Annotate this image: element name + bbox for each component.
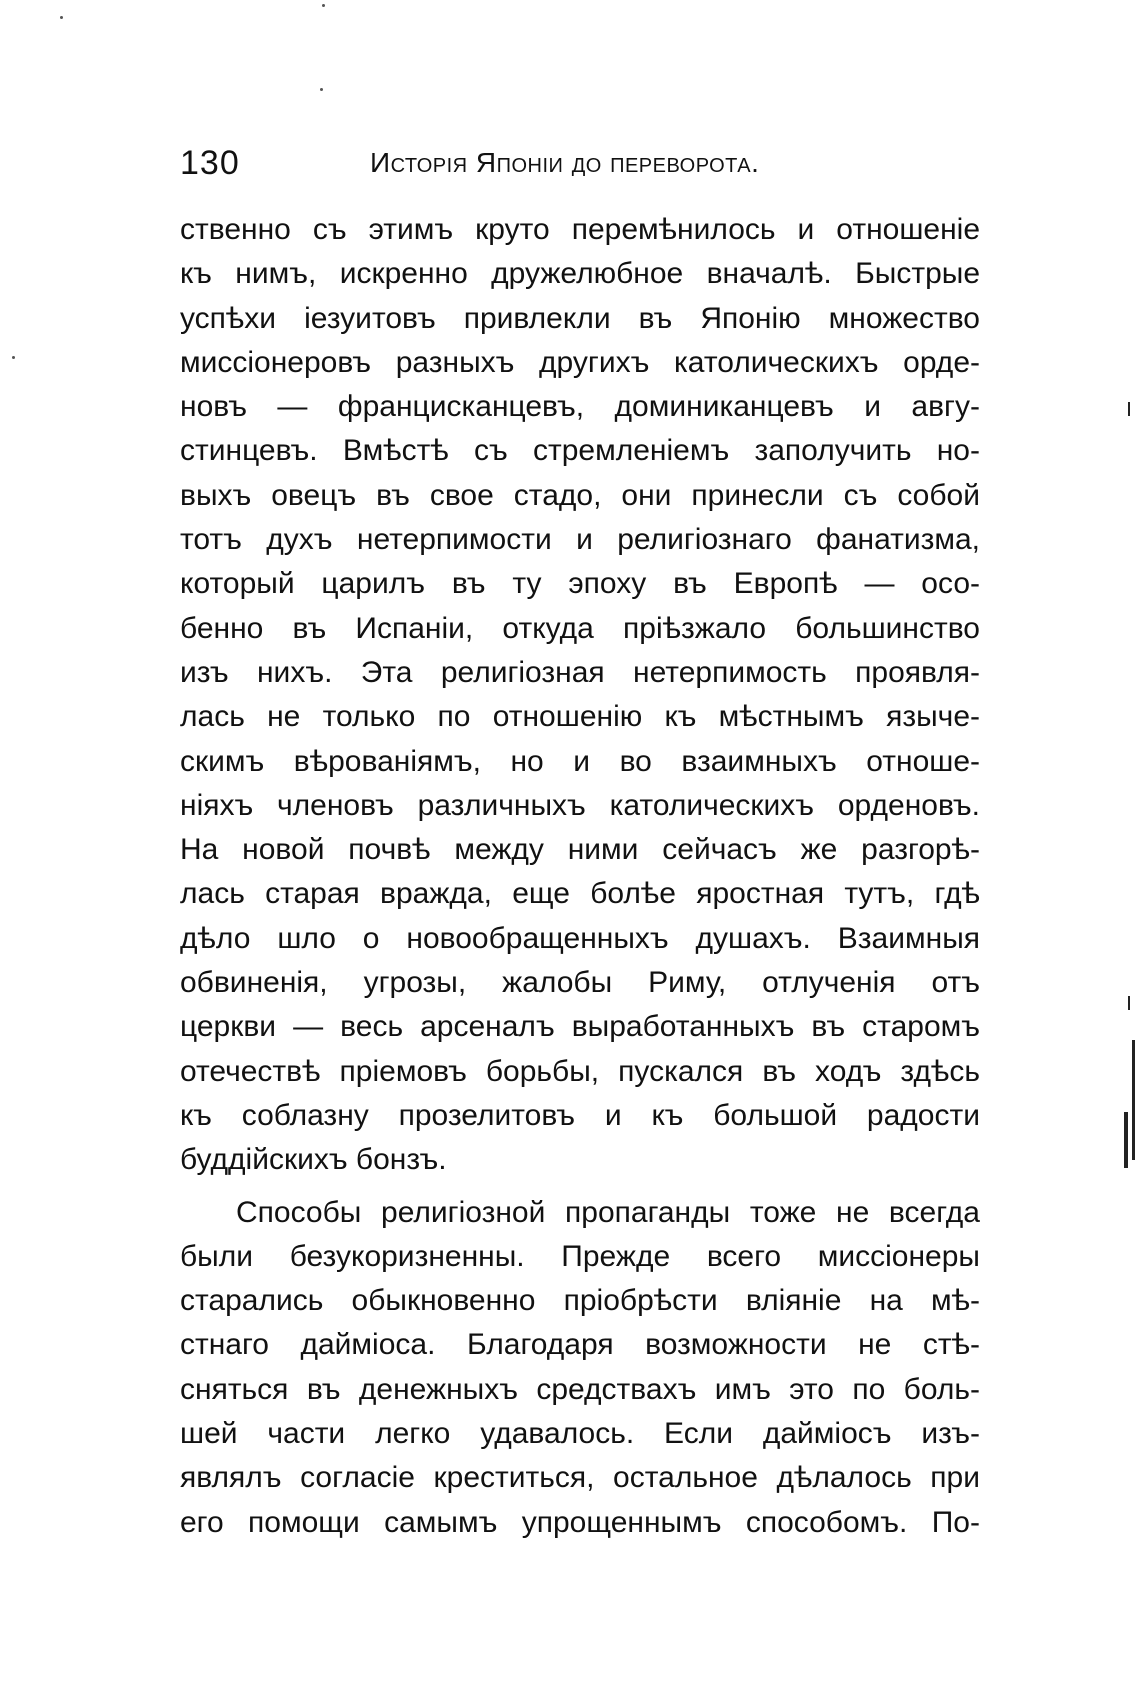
paragraph-gap bbox=[180, 1183, 980, 1191]
text-line: лась не только по отношенію къ мѣстнымъ языче- bbox=[180, 700, 980, 734]
text-line: церкви — весь арсеналъ выработанныхъ въ старомъ bbox=[180, 1010, 980, 1044]
text-line: буддійскихъ бонзъ. bbox=[180, 1143, 447, 1177]
text-line: На новой почвѣ между ними сейчасъ же разгорѣ- bbox=[180, 833, 980, 867]
scan-speck bbox=[320, 88, 323, 91]
scan-speck bbox=[60, 16, 63, 19]
text-line: ніяхъ членовъ различныхъ католическихъ орденовъ. bbox=[180, 788, 980, 822]
scan-speck bbox=[322, 4, 325, 7]
scan-edge-mark bbox=[1132, 1040, 1135, 1160]
running-head bbox=[180, 138, 980, 188]
page-number: 130 bbox=[180, 144, 240, 182]
text-line: выхъ овецъ въ свое стадо, они принесли съ собой bbox=[180, 478, 980, 512]
text-line: шей части легко удавалось. Если дайміосъ изъ- bbox=[180, 1417, 980, 1451]
paragraph bbox=[180, 1191, 980, 1545]
text-line: лась старая вражда, еще болѣе яростная тутъ, гдѣ bbox=[180, 877, 980, 911]
scan-edge-mark bbox=[1128, 996, 1130, 1010]
text-line: Способы религіозной пропаганды тоже не всегда bbox=[236, 1195, 980, 1229]
scan-speck bbox=[12, 356, 15, 359]
text-line: были безукоризненны. Прежде всего миссіонеры bbox=[180, 1239, 980, 1273]
text-line: являлъ согласіе креститься, остальное дѣлалось при bbox=[180, 1461, 980, 1495]
text-line: дѣло шло о новообращенныхъ душахъ. Взаимныя bbox=[180, 921, 980, 955]
text-line: тотъ духъ нетерпимости и религіознаго фанатизма, bbox=[180, 523, 980, 557]
text-line: къ соблазну прозелитовъ и къ большой радости bbox=[180, 1098, 980, 1132]
text-line: старались обыкновенно пріобрѣсти вліяніе на мѣ- bbox=[180, 1284, 980, 1318]
text-line: къ нимъ, искренно дружелюбное вначалѣ. Быстрые bbox=[180, 257, 980, 291]
paragraph bbox=[180, 208, 980, 1183]
scan-edge-mark bbox=[1128, 402, 1130, 416]
text-line: стинцевъ. Вмѣстѣ съ стремленіемъ заполучить но- bbox=[180, 434, 980, 468]
text-line: успѣхи іезуитовъ привлекли въ Японію множество bbox=[180, 301, 980, 335]
scan-edge-mark bbox=[1124, 1112, 1128, 1168]
text-line: бенно въ Испаніи, откуда пріѣзжало большинство bbox=[180, 611, 980, 645]
text-line: миссіонеровъ разныхъ другихъ католическихъ орде- bbox=[180, 345, 980, 379]
text-line: ственно съ этимъ круто перемѣнилось и отношеніе bbox=[180, 213, 980, 246]
text-line: отечествѣ пріемовъ борьбы, пускался въ ходъ здѣсь bbox=[180, 1054, 980, 1088]
running-title: Исторія Японіи до переворота. bbox=[370, 147, 760, 178]
text-line: скимъ вѣрованіямъ, но и во взаимныхъ отноше- bbox=[180, 744, 980, 778]
text-line: который царилъ въ ту эпоху въ Европѣ — осо- bbox=[180, 567, 980, 601]
text-line: его помощи самымъ упрощеннымъ способомъ. По- bbox=[180, 1505, 980, 1539]
text-line: новъ — францисканцевъ, доминиканцевъ и авгу- bbox=[180, 390, 980, 424]
text-line: изъ нихъ. Эта религіозная нетерпимость проявля- bbox=[180, 655, 980, 689]
body-text bbox=[180, 208, 980, 1545]
text-line: обвиненія, угрозы, жалобы Риму, отлученія отъ bbox=[180, 966, 980, 1000]
text-line: стнаго дайміоса. Благодаря возможности не стѣ- bbox=[180, 1328, 980, 1362]
text-line: сняться въ денежныхъ средствахъ имъ это по боль- bbox=[180, 1372, 980, 1406]
